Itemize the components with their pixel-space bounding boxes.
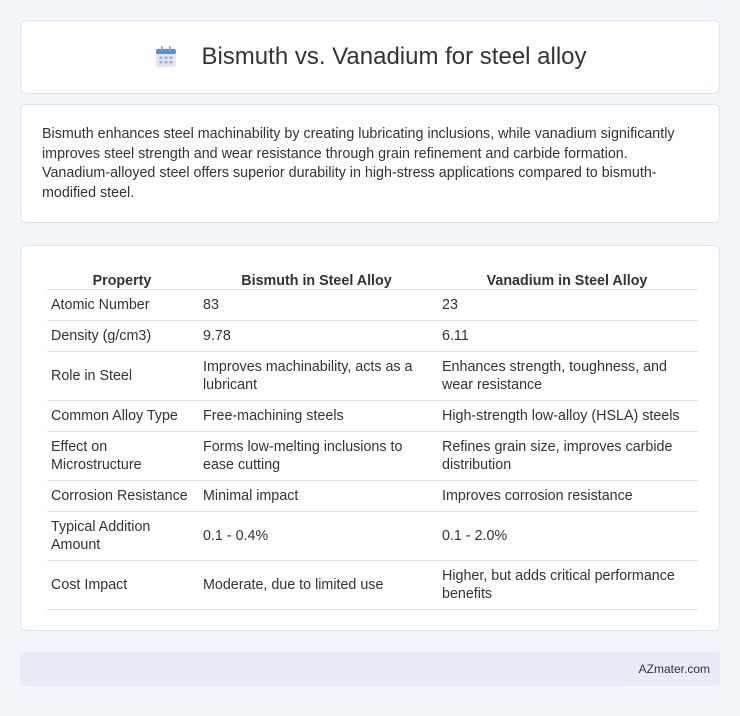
row-bismuth: Improves machinability, acts as a lubricant: [197, 352, 436, 401]
row-vanadium: High-strength low-alloy (HSLA) steels: [436, 401, 698, 432]
row-vanadium: Improves corrosion resistance: [436, 481, 698, 512]
table-row: [47, 352, 698, 401]
intro-text: Bismuth enhances steel machinability by creating lubricating inclusions, while vanadium significantly improves steel strength and wear resistance through grain refinement and carbide formation. Vanadium-alloyed steel offers superior durability in high-stress applications compared to bismuth-modified steel.: [42, 126, 675, 201]
table-row: [47, 290, 698, 321]
row-vanadium: Enhances strength, toughness, and wear resistance: [436, 352, 698, 401]
row-vanadium: 0.1 - 2.0%: [436, 512, 698, 561]
table-row: [47, 432, 698, 481]
row-property: Atomic Number: [47, 290, 197, 321]
comparison-table: [47, 265, 698, 610]
calendar-icon: [153, 44, 179, 70]
row-property: Effect on Microstructure: [47, 432, 197, 481]
row-property: Typical Addition Amount: [47, 512, 197, 561]
row-bismuth: Free-machining steels: [197, 401, 436, 432]
table-row: [47, 561, 698, 610]
table-row: [47, 401, 698, 432]
row-bismuth: 0.1 - 0.4%: [197, 512, 436, 561]
row-bismuth: 9.78: [197, 321, 436, 352]
page-title: [153, 43, 586, 71]
row-bismuth: Moderate, due to limited use: [197, 561, 436, 610]
row-property: Common Alloy Type: [47, 401, 197, 432]
row-vanadium: 23: [436, 290, 698, 321]
table-row: [47, 321, 698, 352]
row-vanadium: Refines grain size, improves carbide distribution: [436, 432, 698, 481]
header-property: Property: [47, 265, 197, 290]
footer-brand: AZmater.com: [638, 662, 710, 676]
row-property: Density (g/cm3): [47, 321, 197, 352]
comparison-table-card: [20, 245, 720, 631]
row-bismuth: Minimal impact: [197, 481, 436, 512]
table-row: [47, 481, 698, 512]
row-property: Cost Impact: [47, 561, 197, 610]
row-property: Role in Steel: [47, 352, 197, 401]
row-vanadium: 6.11: [436, 321, 698, 352]
row-property: Corrosion Resistance: [47, 481, 197, 512]
header-vanadium: Vanadium in Steel Alloy: [436, 265, 698, 290]
header-bismuth: Bismuth in Steel Alloy: [197, 265, 436, 290]
row-bismuth: Forms low-melting inclusions to ease cutting: [197, 432, 436, 481]
table-row: [47, 512, 698, 561]
intro-card: [20, 104, 720, 223]
table-header-row: [47, 265, 698, 290]
page-title-text: Bismuth vs. Vanadium for steel alloy: [201, 43, 587, 70]
row-bismuth: 83: [197, 290, 436, 321]
title-card: [20, 20, 720, 94]
footer: [20, 652, 720, 686]
row-vanadium: Higher, but adds critical performance benefits: [436, 561, 698, 610]
